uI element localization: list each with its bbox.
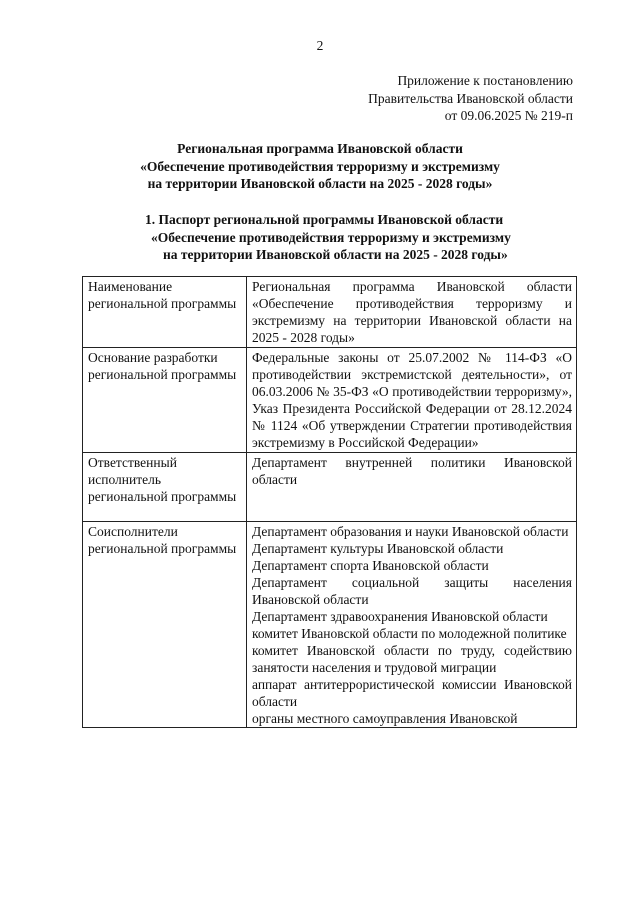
coexecutor-item: аппарат антитеррористической комиссии Ивановской области: [252, 677, 572, 709]
coexecutor-item: Департамент здравоохранения Ивановской области: [252, 609, 548, 624]
table-row: [83, 453, 577, 522]
section-line: 1. Паспорт региональной программы Ивановской области: [145, 212, 504, 227]
page-number: 2: [316, 38, 324, 53]
row-value: Региональная программа Ивановской области «Обеспечение противодействия терроризму и экстремизму на территории Ивановской области на 2025 - 2028 годы»: [247, 277, 577, 348]
title-line: на территории Ивановской области на 2025 - 2028 годы»: [147, 176, 493, 191]
table-row: [83, 348, 577, 453]
coexecutor-item: Департамент социальной защиты населения Ивановской области: [252, 575, 572, 607]
coexecutor-item: Департамент культуры Ивановской области: [252, 541, 504, 556]
title-line: «Обеспечение противодействия терроризму и экстремизму: [140, 158, 500, 174]
row-label: Соисполнители региональной программы: [83, 522, 247, 728]
section-line: на территории Ивановской области на 2025 - 2028 годы»: [163, 247, 508, 262]
row-value: Федеральные законы от 25.07.2002 № 114-ФЗ «О противодействии экстремистской деятельности», от 06.03.2006 № 35-ФЗ «О противодействии терроризму», Указ Президента Российской Федерации от 28.12.2024 № 1124 «Об утверждении Стратегии противодействия экстремизму в Российской Федерации»: [247, 348, 577, 453]
row-label: Наименование региональной программы: [83, 277, 247, 348]
coexecutor-item: комитет Ивановской области по труду, содействию занятости населения и трудовой миграции: [252, 643, 572, 675]
section-line: «Обеспечение противодействия терроризму и экстремизму: [151, 229, 511, 245]
table-row: [83, 277, 577, 348]
coexecutor-item: комитет Ивановской области по молодежной политике: [252, 626, 567, 641]
appendix-line: от 09.06.2025 № 219-п: [444, 108, 573, 123]
coexecutors-list: [247, 522, 577, 728]
coexecutor-item: Департамент спорта Ивановской области: [252, 558, 489, 573]
section-heading: [145, 211, 511, 264]
row-label: Ответственный исполнитель региональной программы: [83, 453, 247, 522]
coexecutor-item: Департамент образования и науки Ивановской области: [252, 524, 569, 539]
table-row: [83, 522, 577, 728]
program-passport-table: [82, 276, 577, 728]
appendix-line: Приложение к постановлению: [397, 73, 573, 88]
row-value: Департамент внутренней политики Ивановской области: [247, 453, 577, 522]
coexecutor-item: органы местного самоуправления Ивановской: [252, 711, 518, 726]
document-title: [0, 140, 640, 193]
appendix-line: Правительства Ивановской области: [368, 90, 573, 106]
row-label: Основание разработки региональной программы: [83, 348, 247, 453]
title-line: Региональная программа Ивановской области: [177, 141, 463, 156]
appendix-reference: [368, 72, 573, 125]
